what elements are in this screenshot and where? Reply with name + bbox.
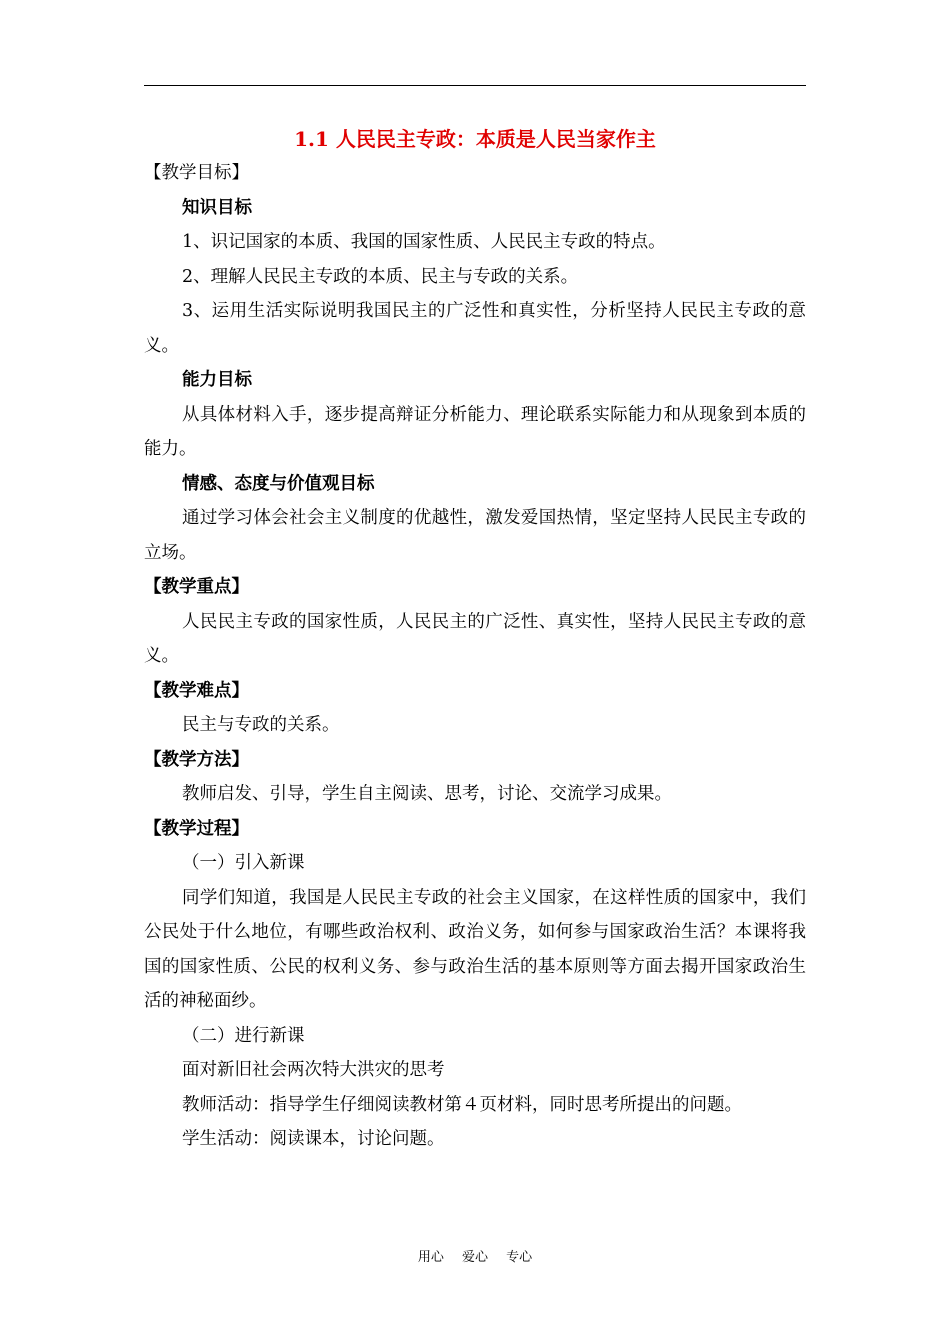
key-points-text: 人民民主专政的国家性质，人民民主的广泛性、真实性，坚持人民民主专政的意义。 bbox=[144, 611, 806, 666]
page-footer: 用心 爱心 专心 bbox=[417, 1250, 533, 1265]
document-title: 1.1 人民民主专政：本质是人民当家作主 bbox=[294, 127, 656, 151]
knowledge-item-2: 2、理解人民民主专政的本质、民主与专政的关系。 bbox=[182, 266, 579, 287]
knowledge-heading: 知识目标 bbox=[182, 197, 252, 218]
process-heading: 【教学过程】 bbox=[144, 818, 249, 839]
process-step1-text: 同学们知道，我国是人民民主专政的社会主义国家，在这样性质的国家中，我们公民处于什么地位，有哪些政治权利、政治义务，如何参与国家政治生活？本课将我国的国家性质、公民的权利义务、参与政治生活的基本原则等方面去揭开国家政治生活的神秘面纱。 bbox=[144, 887, 806, 1011]
emotion-heading: 情感、态度与价值观目标 bbox=[182, 473, 375, 494]
difficulties-text: 民主与专政的关系。 bbox=[182, 715, 340, 735]
ability-heading: 能力目标 bbox=[182, 370, 252, 390]
knowledge-item-3: 3、运用生活实际说明我国民主的广泛性和真实性，分析坚持人民民主专政的意义。 bbox=[144, 301, 806, 356]
header-rule bbox=[144, 85, 806, 86]
process-step2-line-1: 面对新旧社会两次特大洪灾的思考 bbox=[182, 1060, 445, 1080]
process-step2-line-2: 教师活动：指导学生仔细阅读教材第４页材料，同时思考所提出的问题。 bbox=[182, 1094, 742, 1115]
process-step1-heading: （一）引入新课 bbox=[182, 853, 305, 873]
objectives-heading: 【教学目标】 bbox=[144, 163, 249, 183]
difficulties-heading: 【教学难点】 bbox=[144, 680, 249, 701]
methods-text: 教师启发、引导，学生自主阅读、思考，讨论、交流学习成果。 bbox=[182, 784, 672, 804]
ability-text: 从具体材料入手，逐步提高辩证分析能力、理论联系实际能力和从现象到本质的能力。 bbox=[144, 404, 806, 459]
process-step2-line-3: 学生活动：阅读课本，讨论问题。 bbox=[182, 1129, 445, 1149]
process-step2-heading: （二）进行新课 bbox=[182, 1025, 305, 1046]
methods-heading: 【教学方法】 bbox=[144, 749, 249, 770]
document-body bbox=[144, 122, 806, 1157]
knowledge-item-1: 1、识记国家的本质、我国的国家性质、人民民主专政的特点。 bbox=[182, 232, 666, 252]
key-points-heading: 【教学重点】 bbox=[144, 577, 249, 597]
emotion-text: 通过学习体会社会主义制度的优越性，激发爱国热情，坚定坚持人民民主专政的立场。 bbox=[144, 508, 806, 563]
